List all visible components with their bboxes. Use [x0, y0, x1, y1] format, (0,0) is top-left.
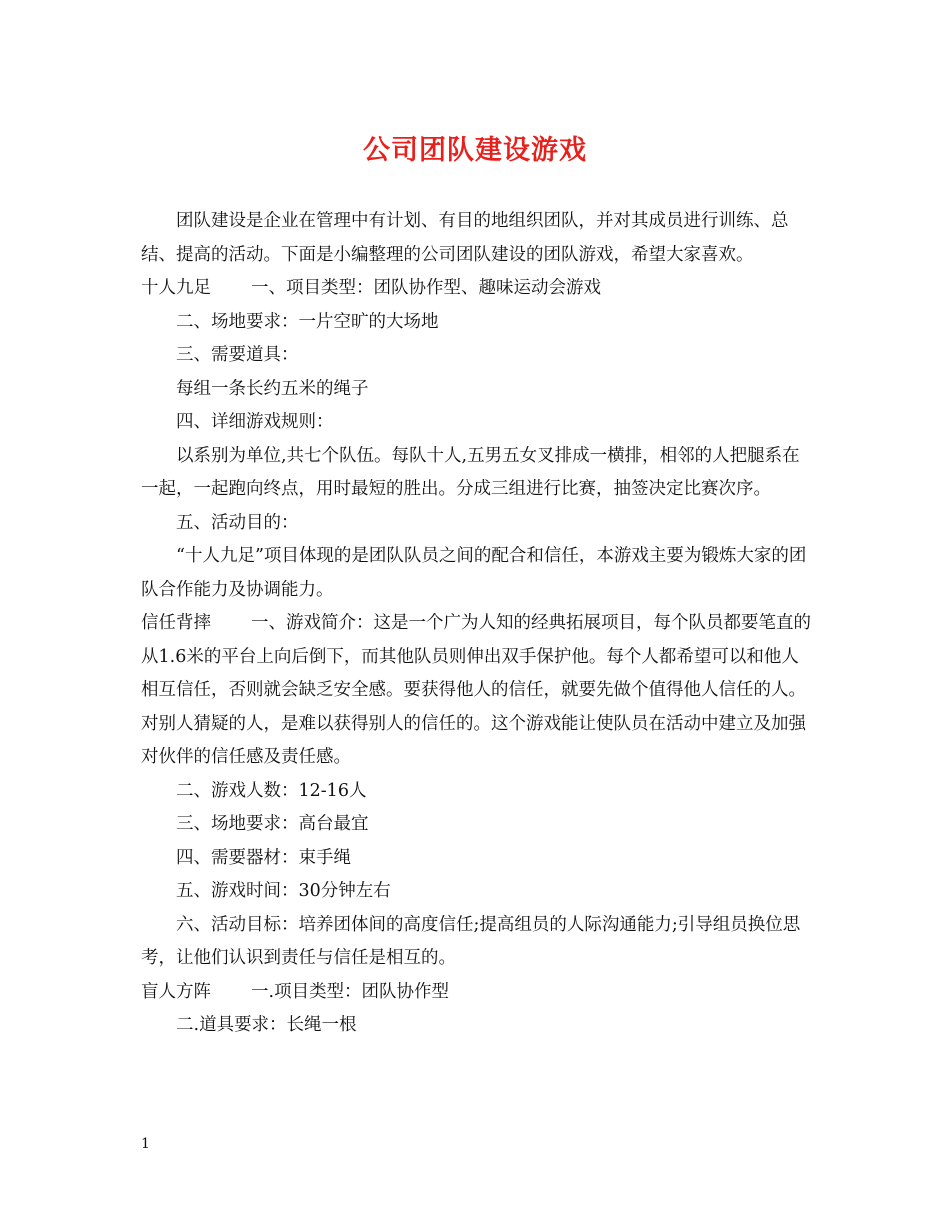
- game-2-item-4: 四、需要器材：束手绳: [176, 847, 351, 868]
- document-body: [141, 205, 813, 1043]
- game-1-item-3: 三、需要道具：: [176, 345, 299, 365]
- page-number: 1: [141, 1136, 150, 1152]
- game-2-item-1: 一、游戏简介：这是一个广为人知的经典拓展项目，每个队员都要笔直的从1.6米的平台上向后倒下，而其他队员则伸出双手保护他。每个人都希望可以和他人相互信任，否则就会缺乏安全感。要获得他人的信任，就要先做个值得他人信任的人。对别人猜疑的人，是难以获得别人的信任的。这个游戏能让使队员在活动中建立及加强对伙伴的信任感及责任感。: [141, 613, 811, 767]
- game-2-item-3: 三、场地要求：高台最宜: [176, 814, 369, 834]
- intro-paragraph: 团队建设是企业在管理中有计划、有目的地组织团队，并对其成员进行训练、总结、提高的活动。下面是小编整理的公司团队建设的团队游戏，希望大家喜欢。: [141, 211, 789, 265]
- game-1-item-1: 一、项目类型：团队协作型、趣味运动会游戏: [251, 278, 601, 298]
- game-1-item-4-detail: 以系别为单位,共七个队伍。每队十人,五男五女叉排成一横排，相邻的人把腿系在一起，一起跑向终点，用时最短的胜出。分成三组进行比赛，抽签决定比赛次序。: [141, 445, 800, 499]
- game-2-item-5: 五、游戏时间：30分钟左右: [176, 881, 391, 901]
- game-2-item-2: 二、游戏人数：12-16人: [176, 780, 367, 801]
- game-1-item-5-detail: “十人九足”项目体现的是团队队员之间的配合和信任，本游戏主要为锻炼大家的团队合作能力及协调能力。: [141, 546, 807, 600]
- game-1-item-2: 二、场地要求：一片空旷的大场地: [176, 311, 439, 332]
- game-1-name: 十人九足: [141, 278, 211, 298]
- game-1-item-5: 五、活动目的：: [176, 512, 299, 533]
- game-3-item-1: 一.项目类型：团队协作型: [251, 981, 450, 1002]
- game-2-name: 信任背摔: [141, 613, 211, 633]
- game-3-item-2: 二.道具要求：长绳一根: [176, 1015, 357, 1035]
- game-3-heading-line: [141, 976, 813, 1010]
- game-2-heading-line: [141, 607, 813, 775]
- game-1-item-4: 四、详细游戏规则：: [176, 412, 334, 432]
- game-2-item-6: 六、活动目标：培养团体间的高度信任;提高组员的人际沟通能力;引导组员换位思考，让他们认识到责任与信任是相互的。: [141, 914, 801, 968]
- game-3-name: 盲人方阵: [141, 981, 211, 1002]
- page-title: 公司团队建设游戏: [363, 135, 587, 166]
- game-1-heading-line: [141, 272, 813, 306]
- game-1-item-3-detail: 每组一条长约五米的绳子: [176, 378, 369, 399]
